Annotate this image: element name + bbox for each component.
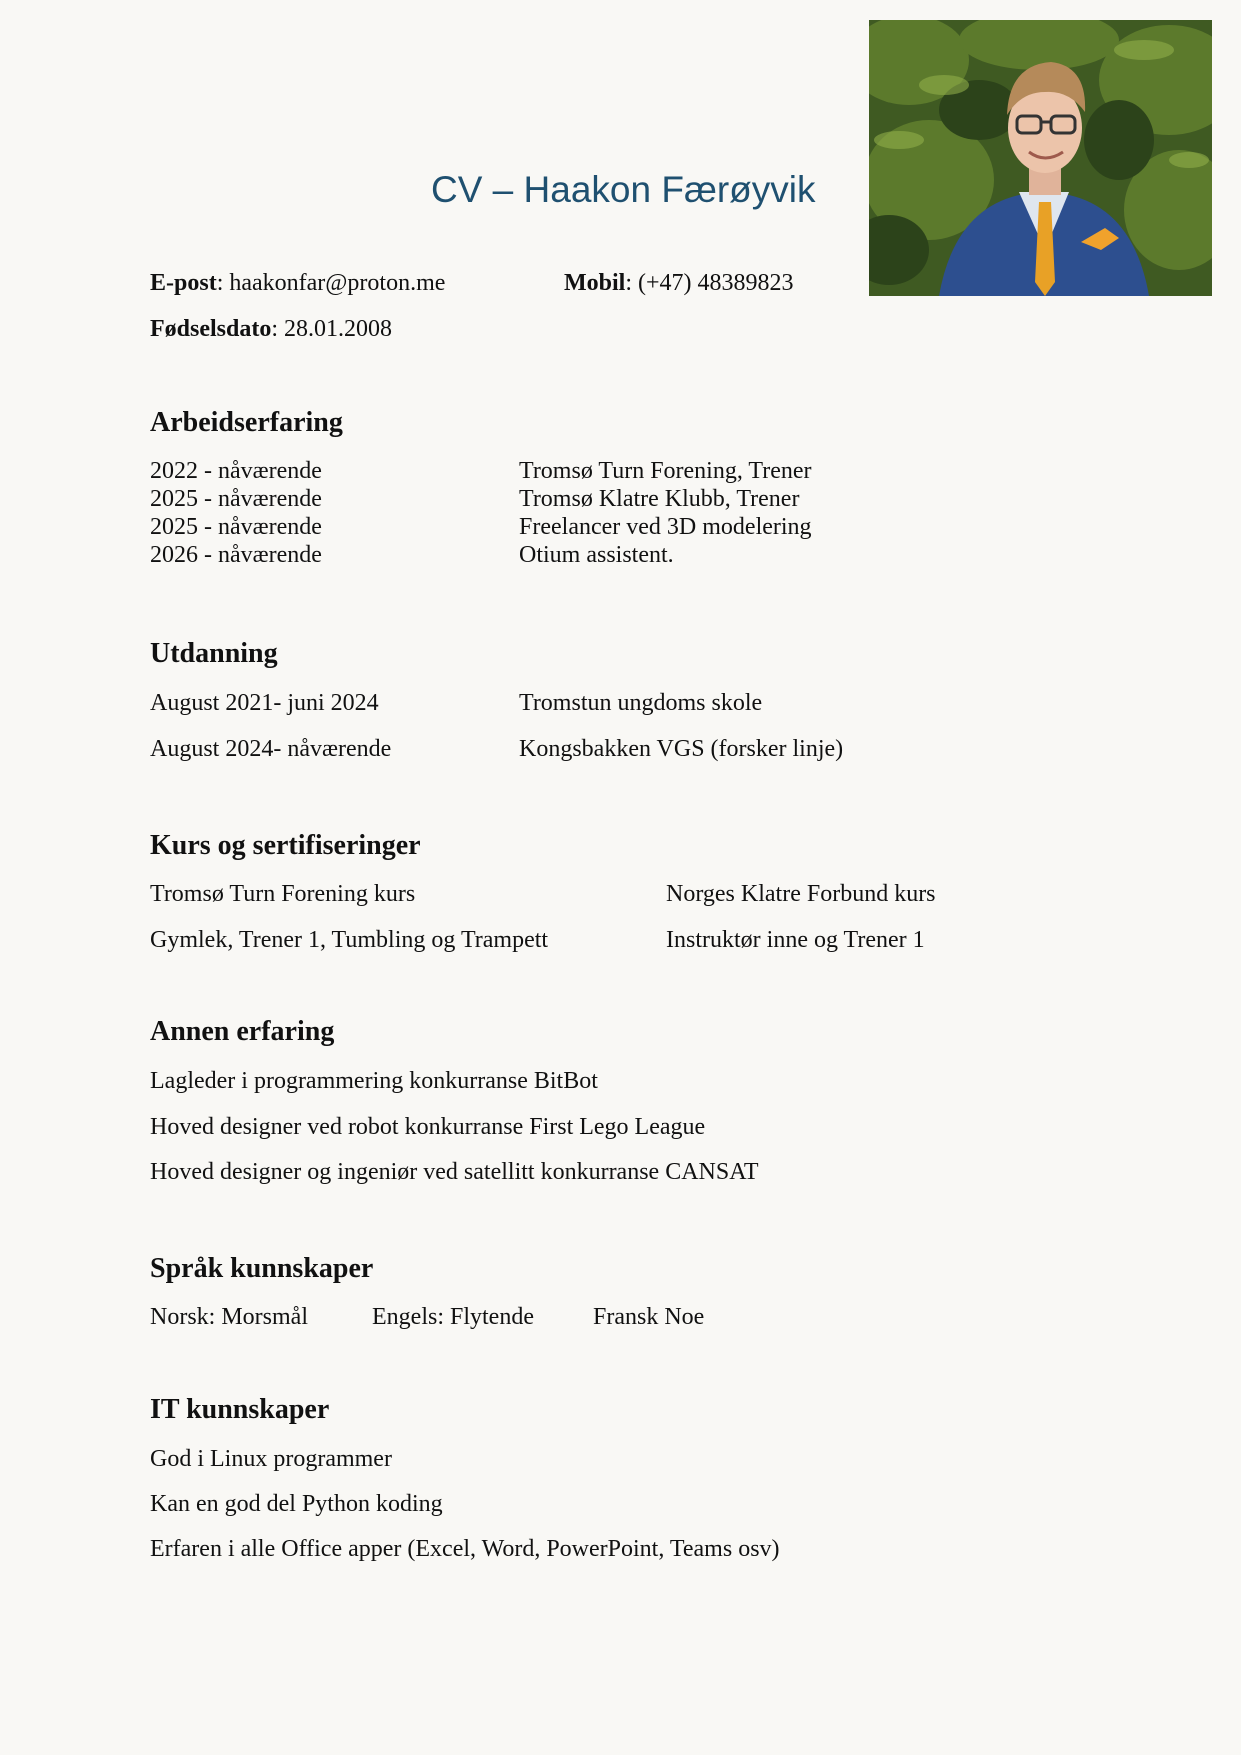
birth-label: Fødselsdato (150, 316, 272, 342)
section-heading-work: Arbeidserfaring (150, 407, 343, 438)
work-desc: Freelancer ved 3D modelering (519, 514, 812, 540)
birth-value: 28.01.2008 (284, 316, 393, 342)
mobile-label: Mobil (564, 270, 626, 296)
section-heading-it: IT kunnskaper (150, 1394, 330, 1425)
work-desc: Tromsø Turn Forening, Trener (519, 458, 812, 484)
email-line: E-post: haakonfar@proton.me (150, 270, 446, 296)
email-label: E-post (150, 270, 217, 296)
language-item: Norsk: Morsmål (150, 1304, 308, 1330)
language-item: Engels: Flytende (372, 1304, 534, 1330)
course-item: Tromsø Turn Forening kurs (150, 881, 416, 907)
work-desc: Tromsø Klatre Klubb, Trener (519, 486, 800, 512)
work-desc: Otium assistent. (519, 542, 674, 568)
section-heading-languages: Språk kunnskaper (150, 1253, 374, 1284)
language-item: Fransk Noe (593, 1304, 705, 1330)
mobile-value: (+47) 48389823 (638, 270, 794, 296)
section-heading-courses: Kurs og sertifiseringer (150, 830, 421, 861)
section-heading-other: Annen erfaring (150, 1016, 335, 1047)
mobile-line: Mobil: (+47) 48389823 (564, 270, 794, 296)
other-item: Hoved designer og ingeniør ved satellitt konkurranse CANSAT (150, 1159, 759, 1185)
work-period: 2022 - nåværende (150, 458, 322, 484)
birth-line: Fødselsdato: 28.01.2008 (150, 316, 393, 342)
section-heading-education: Utdanning (150, 638, 278, 669)
it-item: Kan en god del Python koding (150, 1491, 443, 1517)
it-item: Erfaren i alle Office apper (Excel, Word, PowerPoint, Teams osv) (150, 1536, 780, 1562)
course-item: Instruktør inne og Trener 1 (666, 927, 925, 953)
education-desc: Tromstun ungdoms skole (519, 690, 763, 716)
it-item: God i Linux programmer (150, 1446, 392, 1472)
education-desc: Kongsbakken VGS (forsker linje) (519, 736, 844, 762)
email-value: haakonfar@proton.me (229, 270, 446, 296)
work-period: 2025 - nåværende (150, 486, 322, 512)
profile-photo (869, 20, 1212, 296)
education-period: August 2024- nåværende (150, 736, 392, 762)
work-period: 2025 - nåværende (150, 514, 322, 540)
education-period: August 2021- juni 2024 (150, 690, 379, 716)
other-item: Lagleder i programmering konkurranse BitBot (150, 1068, 598, 1094)
course-item: Gymlek, Trener 1, Tumbling og Trampett (150, 927, 549, 953)
work-period: 2026 - nåværende (150, 542, 322, 568)
other-item: Hoved designer ved robot konkurranse First Lego League (150, 1114, 706, 1140)
course-item: Norges Klatre Forbund kurs (666, 881, 936, 907)
page-title: CV – Haakon Færøyvik (431, 169, 816, 210)
